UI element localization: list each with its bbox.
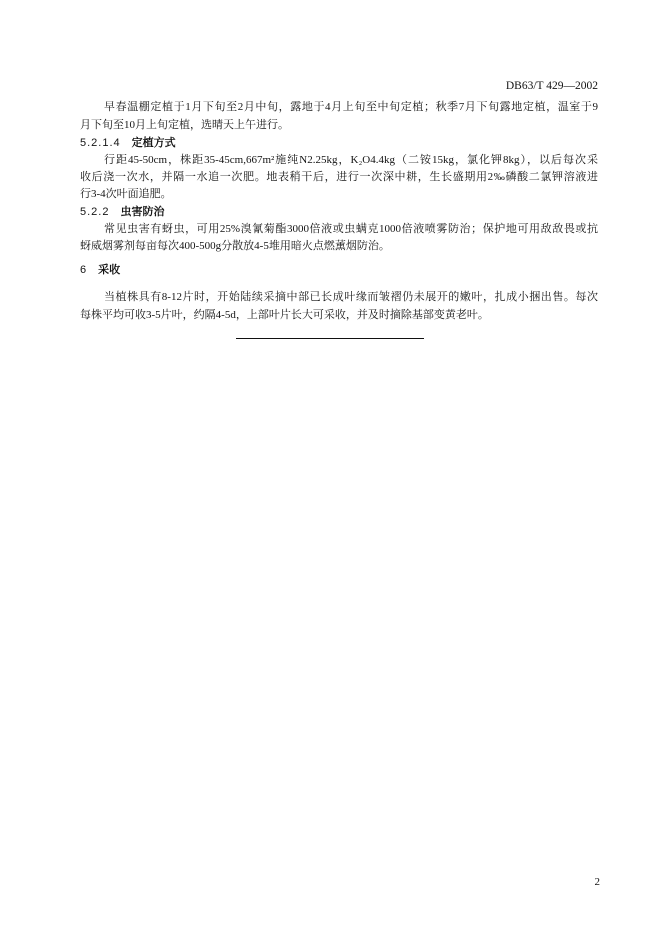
document-code-header: DB63/T 429—2002 <box>505 80 598 92</box>
paragraph-line: 常见虫害有蚜虫，可用25%溴氰菊酯3000倍液或虫螨克1000倍液喷雾防治；保护地可用敌敌畏或抗 <box>104 223 598 235</box>
paragraph-line: 行3-4次叶面追肥。 <box>80 188 172 200</box>
end-of-document-rule <box>236 338 424 339</box>
section-heading-5-2-1-4 <box>80 134 176 152</box>
section-title: 虫害防治 <box>120 205 165 218</box>
paragraph-line: 行距45-50cm，株距35-45cm,667m²施纯N2.25kg，K₂O4.4kg（二铵15kg，氯化钾8kg），以后每次采 <box>104 154 598 166</box>
section-number: 6 <box>80 264 88 276</box>
paragraph-line: 当植株具有8-12片时，开始陆续采摘中部已长成叶缘而皱褶仍未展开的嫩叶，扎成小捆出售。每次 <box>104 291 598 303</box>
paragraph-line: 蚜威烟雾剂每亩每次400-500g分散放4-5堆用暗火点燃薰烟防治。 <box>80 240 390 252</box>
section-number: 5.2.2 <box>80 206 110 218</box>
page-number: 2 <box>594 876 600 888</box>
section-title: 采收 <box>98 263 121 276</box>
paragraph-line: 收后浇一次水，并隔一水追一次肥。地表稍干后，进行一次深中耕，生长盛期用2‰磷酸二氯钾溶液进 <box>80 171 598 183</box>
section-heading-5-2-2 <box>80 203 164 221</box>
section-title: 定植方式 <box>131 136 176 149</box>
section-heading-6 <box>80 261 120 279</box>
paragraph-line: 每株平均可收3-5片叶，约隔4-5d，上部叶片长大可采收，并及时摘除基部变黄老叶。 <box>80 309 489 321</box>
section-number: 5.2.1.4 <box>80 137 121 149</box>
paragraph-line: 早春温棚定植于1月下旬至2月中旬，露地于4月上旬至中旬定植；秋季7月下旬露地定植，温室于9 <box>104 101 598 113</box>
paragraph-line: 月下旬至10月上旬定植，选晴天上午进行。 <box>80 119 289 131</box>
